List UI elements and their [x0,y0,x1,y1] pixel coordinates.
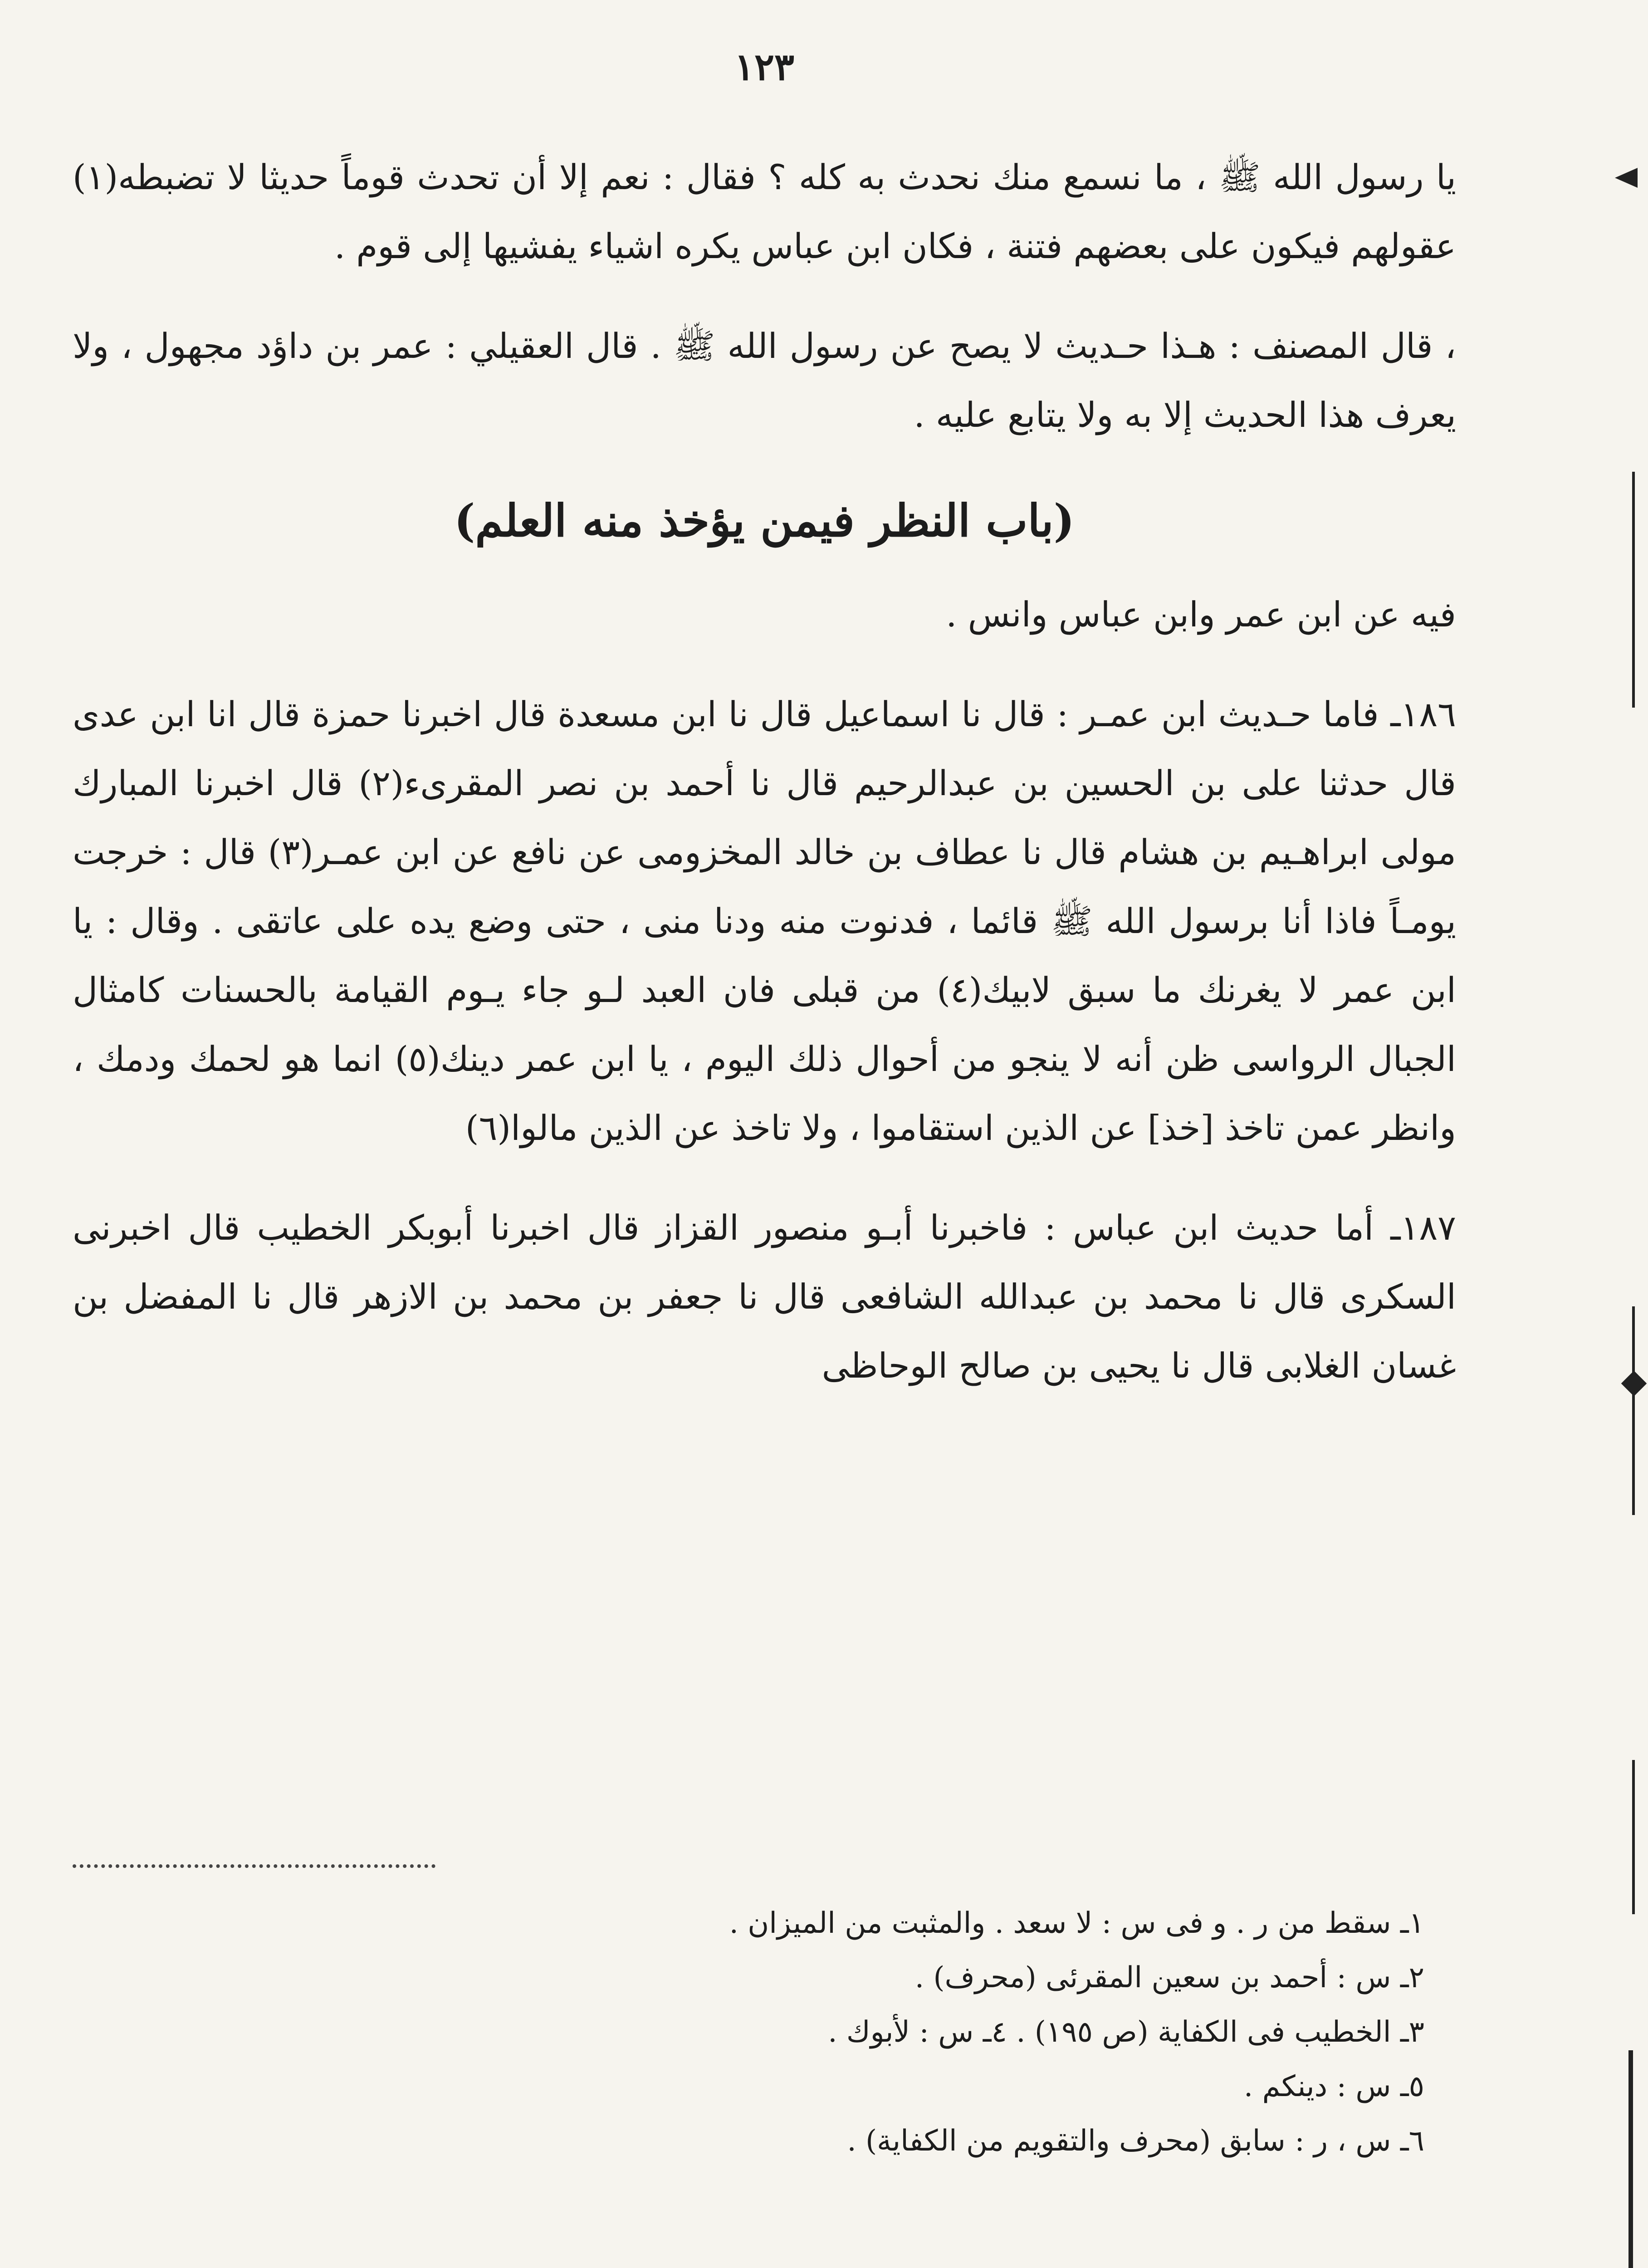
section-heading: (باب النظر فيمن يؤخذ منه العلم) [454,495,1075,547]
margin-arrow-mark [1615,168,1638,188]
footnote-divider [73,1864,435,1868]
page-number: ١٢٣ [734,45,795,89]
main-text [73,143,1456,1431]
paragraph-1: يا رسول الله ﷺ ، ما نسمع منك نحدث به كله ؟ فقال : نعم إلا أن تحدث قوماً حديثا لا تضبطه(١) عقولهم فيكون على بعضهم فتنة ، فكان ابن عباس يكره اشياء يفشيها إلى قوم . [73,157,1456,266]
margin-line-mark [1628,2050,1633,2268]
footnote-2: ٢ـ س : أحمد بن سعين المقرئى (محرف) . [914,1961,1424,1994]
paragraph-2: ، قال المصنف : هـذا حـديث لا يصح عن رسول الله ﷺ . قال العقيلي : عمر بن داؤد مجهول ، ولا يعرف هذا الحديث إلا به ولا يتابع عليه . [73,326,1456,435]
footnote-5: ٥ـ س : دينكم . [1243,2070,1424,2103]
paragraph-3: فيه عن ابن عمر وابن عباس وانس . [946,594,1456,635]
book-page [73,45,1456,2268]
footnotes [290,1896,1424,2168]
margin-line-mark [1632,472,1635,708]
margin-line-mark [1632,1306,1635,1515]
margin-line-mark [1632,1760,1635,1914]
paragraph-hadith-186: ١٨٦ـ فاما حـديث ابن عمـر : قال نا اسماعيل قال نا ابن مسعدة قال اخبرنا حمزة قال انا ابن عدى قال حدثنا على بن الحسين بن عبدالرحيم قال نا أحمد بن نصر المقرىء(٢) قال اخبرنا المبارك مولى ابراهـيم بن هشام قال نا عطاف بن خالد المخزومى عن نافع عن ابن عمـر(٣) قال : خرجت يومـاً فاذا أنا برسول الله ﷺ قائما ، فدنوت منه ودنا منى ، حتى وضع يده على عاتقى . وقال : يا ابن عمر لا يغرنك ما سبق لابيك(٤) من قبلى فان العبد لـو جاء يـوم القيامة بالحسنات كامثال الجبال الرواسى ظن أنه لا ينجو من أحوال ذلك اليوم ، يا ابن عمر دينك(٥) انما هو لحمك ودمك ، وانظر عمن تاخذ [خذ] عن الذين استقاموا ، ولا تاخذ عن الذين مالوا(٦) [73,694,1457,1148]
footnote-6: ٦ـ س ، ر : سابق (محرف والتقويم من الكفاية) . [847,2124,1424,2158]
footnote-1: ١ـ سقط من ر . و فى س : لا سعد . والمثبت من الميزان . [729,1906,1424,1940]
paragraph-hadith-187: ١٨٧ـ أما حديث ابن عباس : فاخبرنا أبـو منصور القزاز قال اخبرنا أبوبكر الخطيب قال اخبرنى السكرى قال نا محمد بن عبدالله الشافعى قال نا جعفر بن محمد بن الازهر قال نا المفضل بن غسان الغلابى قال نا يحيى بن صالح الوحاظى [73,1207,1456,1386]
margin-diamond-mark [1621,1371,1647,1397]
footnote-3-4: ٣ـ الخطيب فى الكفاية (ص ١٩٥) . ٤ـ س : لأبوك . [828,2015,1424,2049]
